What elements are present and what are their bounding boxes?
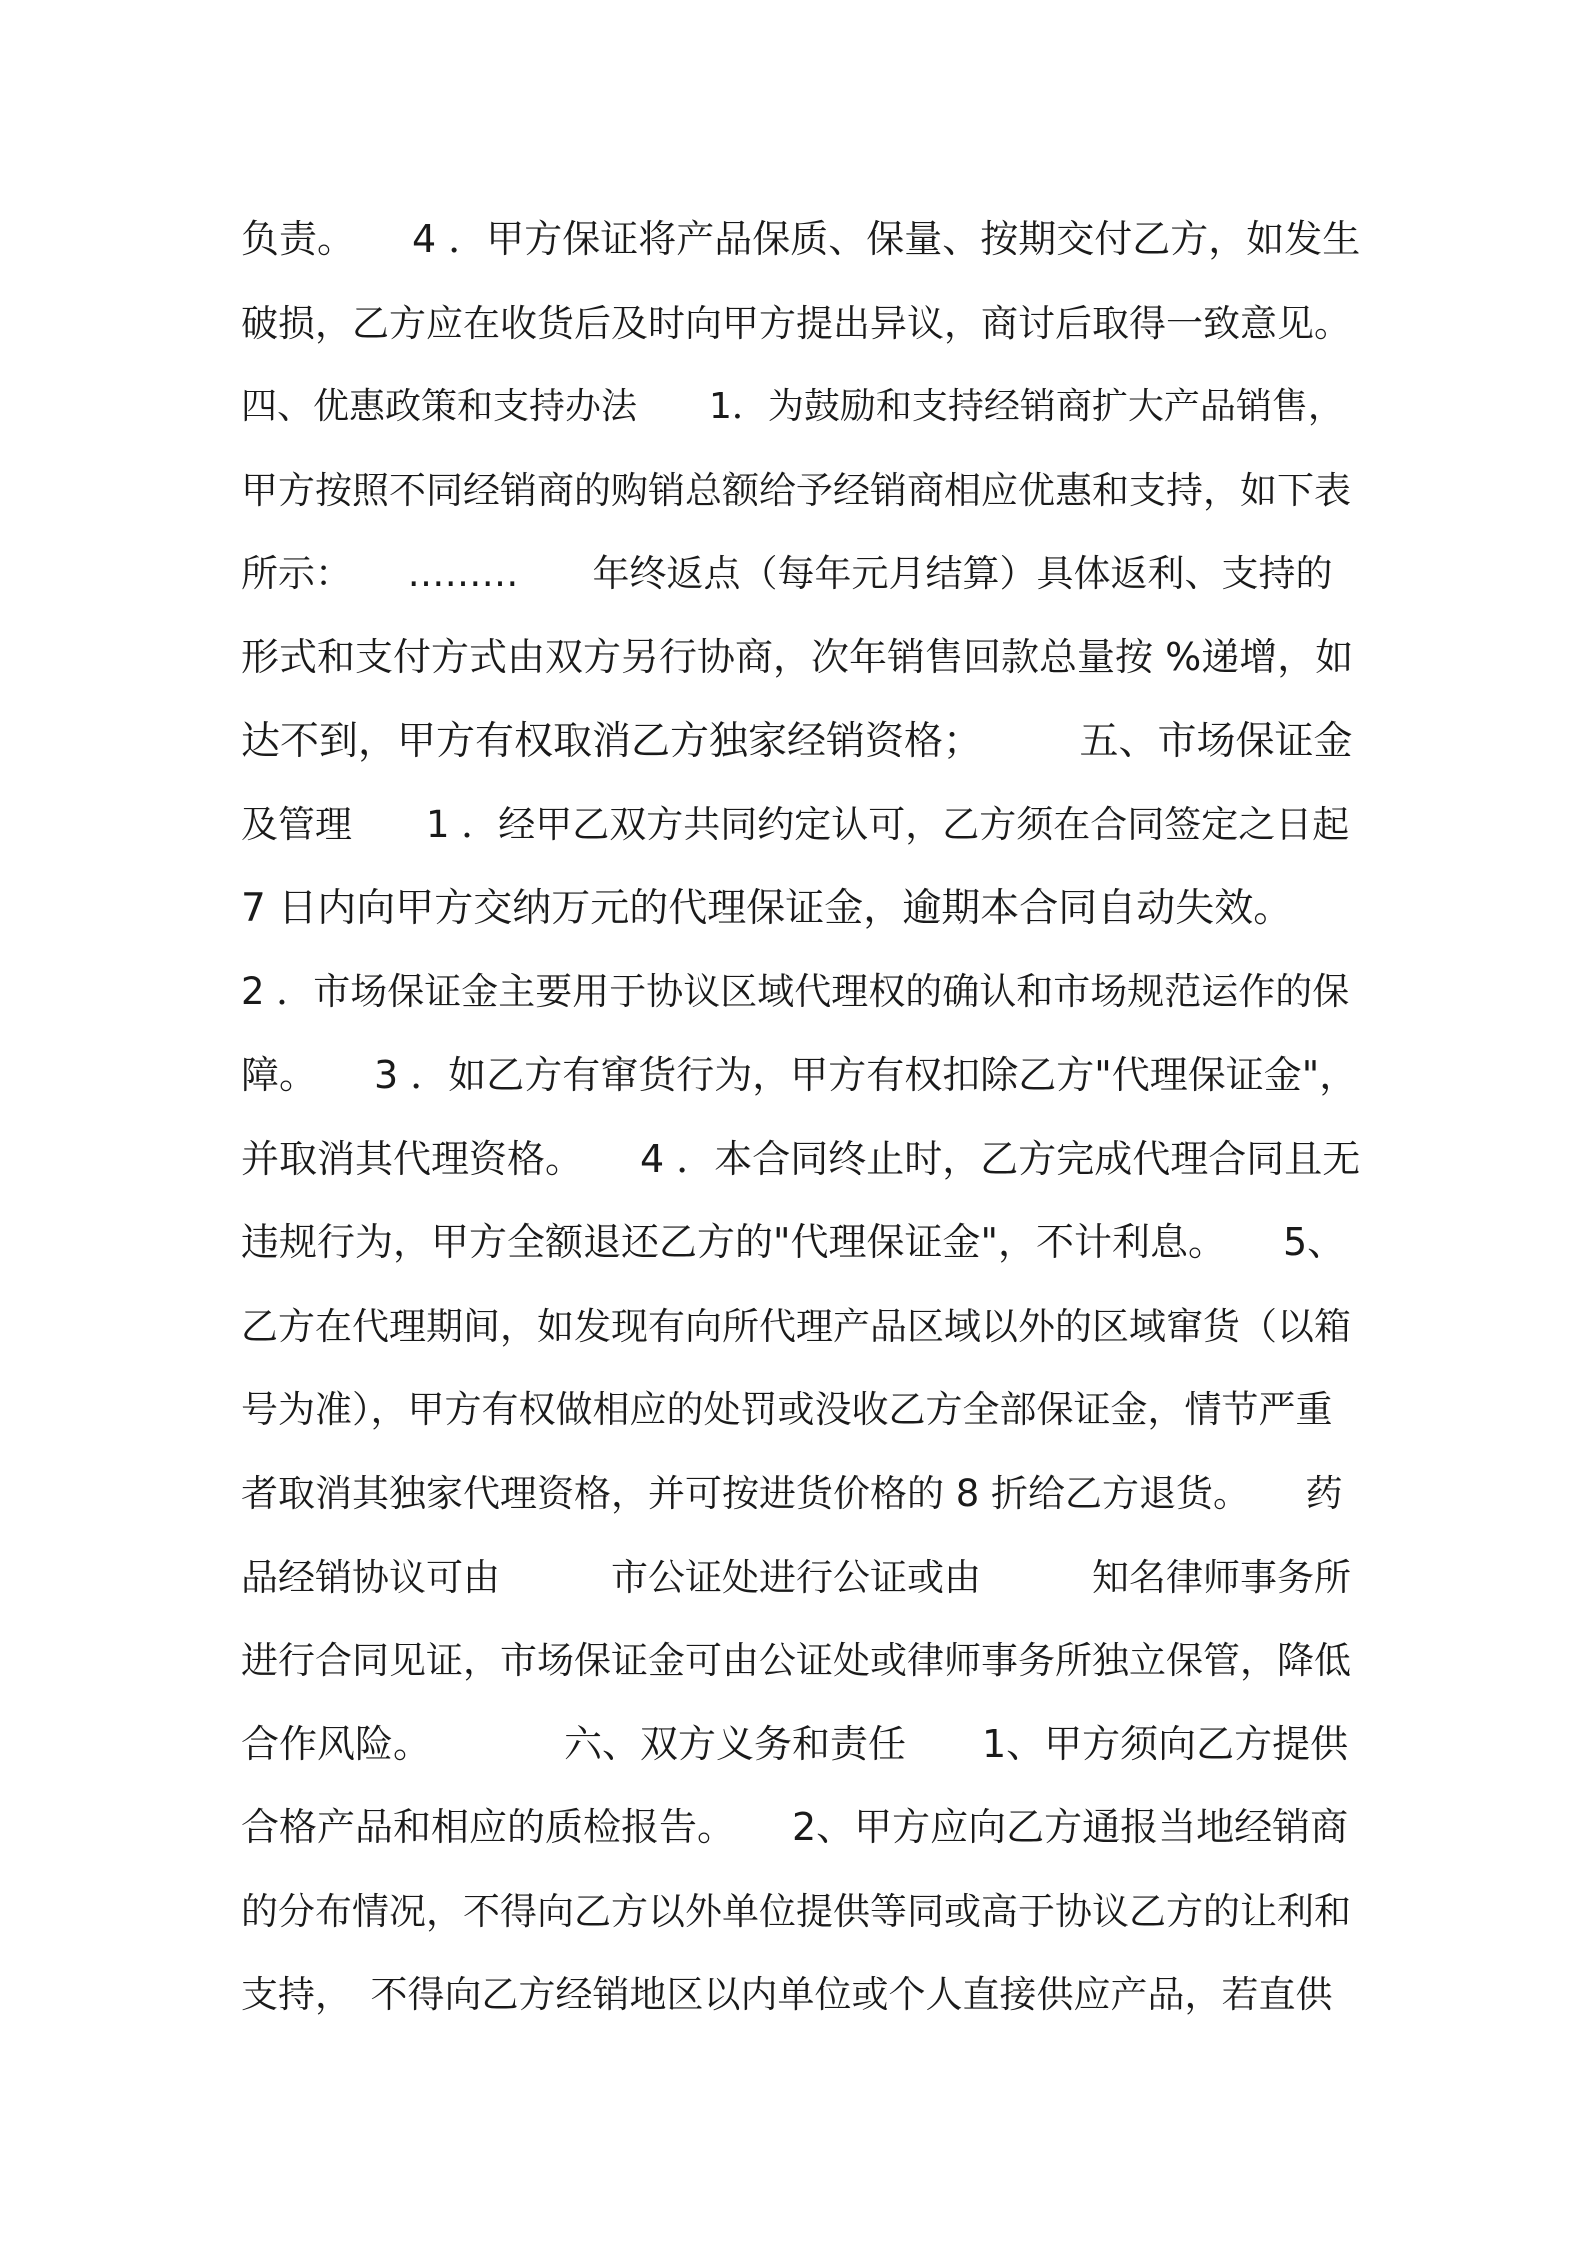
text-line: 7 日内向甲方交纳万元的代理保证金，逾期本合同自动失效。 [241, 885, 1293, 931]
text-line: 合作风险。 六、双方义务和责任 1、甲方须向乙方提供 [241, 1721, 1349, 1766]
contract-text-body [241, 198, 1361, 2037]
text-line: 所示： ……… 年终返点（每年元月结算）具体返利、支持的 [241, 552, 1333, 596]
text-line: 形式和支付方式由双方另行协商，次年销售回款总量按 %递增，如 [241, 634, 1354, 679]
text-line: 甲方按照不同经销商的购销总额给予经销商相应优惠和支持，如下表 [241, 468, 1351, 512]
text-line: 及管理 1 ．经甲乙双方共同约定认可，乙方须在合同签定之日起 [241, 803, 1350, 847]
text-line: 进行合同见证，市场保证金可由公证处或律师事务所独立保管，降低 [241, 1639, 1351, 1683]
text-line: 者取消其独家代理资格，并可按进货价格的 8 折给乙方退货。 药 [241, 1471, 1343, 1515]
text-line: 2 ．市场保证金主要用于协议区域代理权的确认和市场规范运作的保 [241, 970, 1350, 1014]
text-line: 障。 3 ．如乙方有窜货行为，甲方有权扣除乙方"代理保证金"， [241, 1052, 1358, 1097]
text-line: 达不到，甲方有权取消乙方独家经销资格； 五、市场保证金 [241, 718, 1353, 764]
text-line: 支持， 不得向乙方经销地区以内单位或个人直接供应产品，若直供 [241, 1973, 1333, 2017]
text-line: 破损，乙方应在收货后及时向甲方提出异议，商讨后取得一致意见。 [241, 301, 1351, 345]
text-line: 违规行为，甲方全额退还乙方的"代理保证金"，不计利息。 5、 [241, 1220, 1346, 1265]
text-line: 号为准），甲方有权做相应的处罚或没收乙方全部保证金，情节严重 [241, 1388, 1333, 1432]
text-line: 合格产品和相应的质检报告。 2、甲方应向乙方通报当地经销商 [241, 1805, 1349, 1850]
text-line: 的分布情况，不得向乙方以外单位提供等同或高于协议乙方的让利和 [241, 1889, 1351, 1933]
text-line: 四、优惠政策和支持办法 1．为鼓励和支持经销商扩大产品销售， [241, 386, 1344, 428]
text-line: 品经销协议可由 市公证处进行公证或由 知名律师事务所 [241, 1555, 1351, 1599]
text-line: 乙方在代理期间，如发现有向所代理产品区域以外的区域窜货（以箱 [241, 1304, 1351, 1348]
text-line: 负责。 4 ．甲方保证将产品保质、保量、按期交付乙方，如发生 [241, 217, 1361, 261]
text-line: 并取消其代理资格。 4 ．本合同终止时，乙方完成代理合同且无 [241, 1136, 1361, 1181]
